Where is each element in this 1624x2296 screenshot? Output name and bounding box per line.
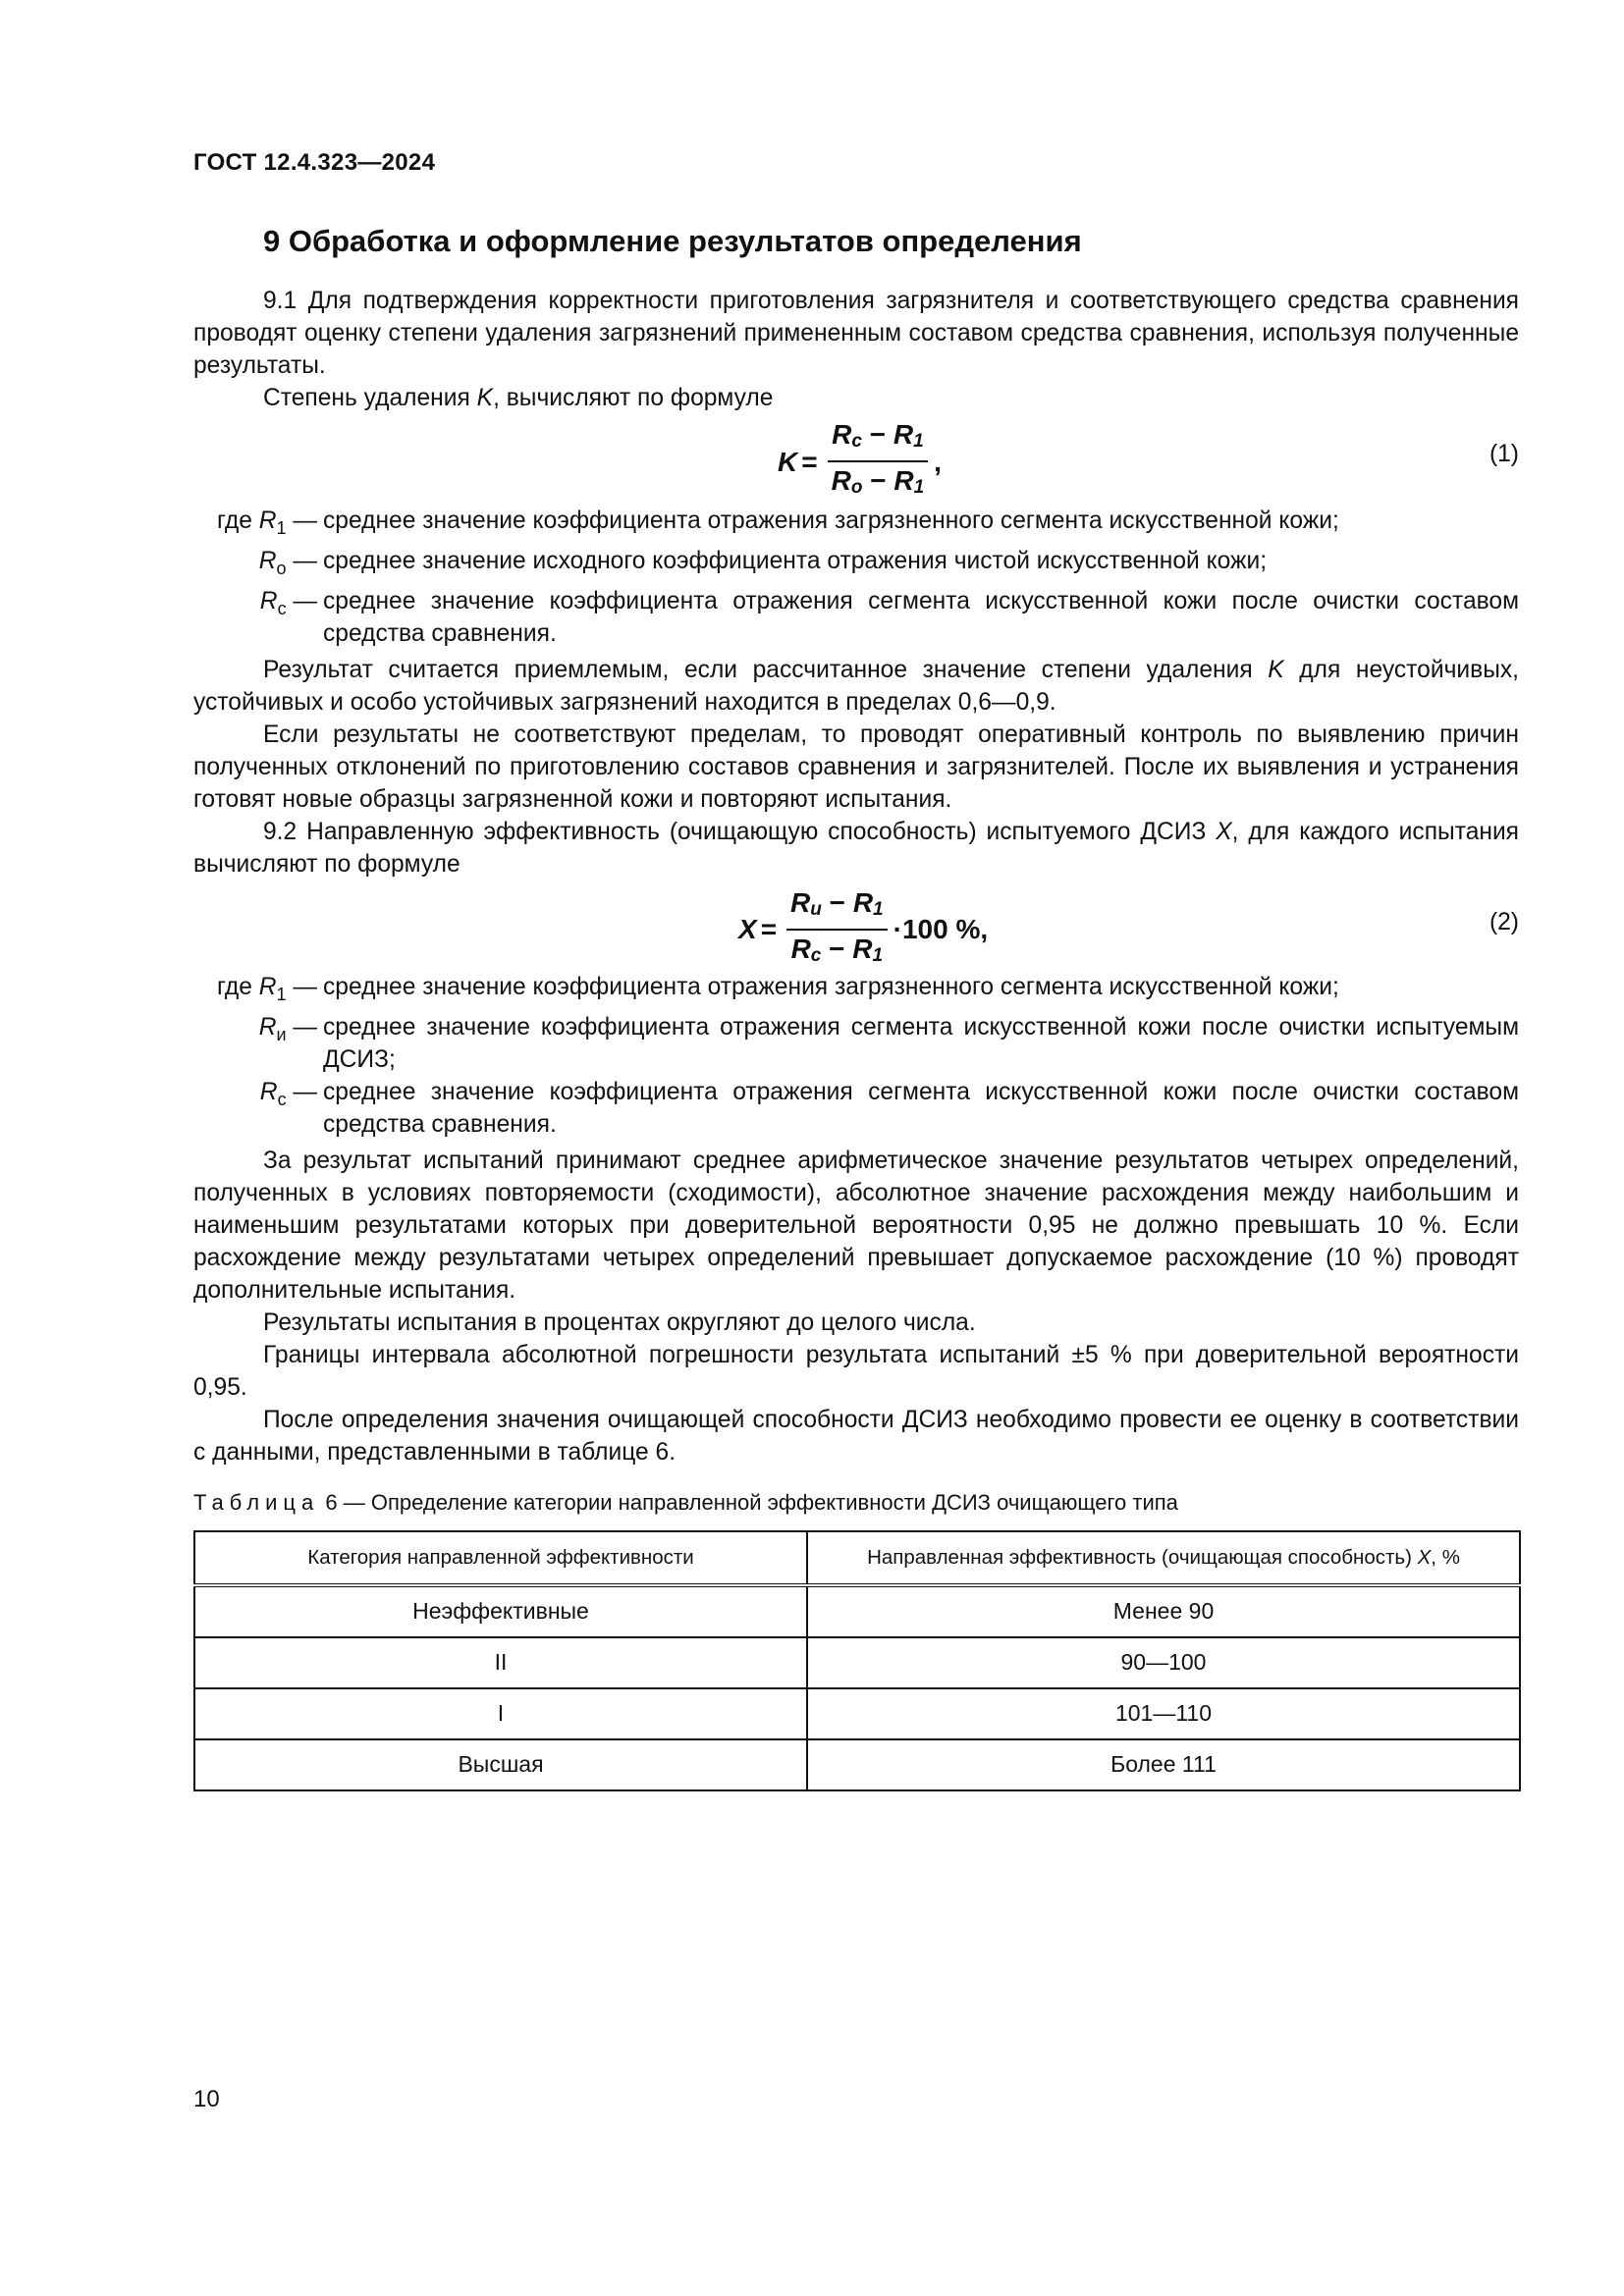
document-header: ГОСТ 12.4.323—2024 bbox=[193, 149, 436, 176]
table-row bbox=[194, 1688, 1520, 1739]
document-body bbox=[193, 285, 1519, 1791]
where-item bbox=[193, 1076, 1519, 1141]
table-header-row bbox=[194, 1531, 1520, 1585]
page-number: 10 bbox=[193, 2086, 220, 2112]
where-list-2 bbox=[193, 971, 1519, 1141]
where-item bbox=[193, 545, 1519, 585]
formula-1 bbox=[193, 418, 1519, 497]
where-text: среднее значение коэффициента отражения сегмента искусственной кожи после очистки составом средства сравнения. bbox=[323, 587, 1519, 647]
cell-value: Менее 90 bbox=[807, 1585, 1520, 1637]
formula-k bbox=[778, 418, 942, 505]
where-symbol: $R_и$ — bbox=[258, 1013, 317, 1044]
fraction bbox=[786, 886, 888, 973]
equals-sign: = bbox=[760, 914, 778, 945]
cell-category: Неэффективные bbox=[194, 1585, 807, 1637]
formula-lhs: X bbox=[738, 914, 757, 945]
formula-x bbox=[738, 886, 988, 973]
text-fragment: , вычисляют по формуле bbox=[493, 385, 774, 411]
denominator: $R_с - R_1$ bbox=[790, 933, 884, 966]
cell-value: 90—100 bbox=[807, 1637, 1520, 1688]
where-item bbox=[193, 505, 1519, 545]
numerator: $R_и - R_1$ bbox=[786, 886, 888, 931]
variable-x: X bbox=[1216, 818, 1232, 845]
text-fragment: , для каждого испытания вычисляют по формуле bbox=[193, 818, 1520, 878]
table-row bbox=[194, 1739, 1520, 1790]
formula-tail: , bbox=[934, 446, 942, 477]
paragraph-result: За результат испытаний принимают среднее арифметическое значение результатов четырех определений, полученных в условиях повторяемости (сходимости), абсолютное значение расхождения между наибольшим и наименьшим результатами которых при доверительной вероятности 0,95 не должно превышать 10 %. Если расхождение между результатами четырех определений превышает допускаемое расхождение (10 %) проводят дополнительные испытания. bbox=[193, 1147, 1519, 1304]
cell-value: Более 111 bbox=[807, 1739, 1520, 1790]
cell-category: Высшая bbox=[194, 1739, 807, 1790]
text-fragment: Результат считается приемлемым, если рассчитанное значение степени удаления bbox=[263, 656, 1269, 683]
denominator: $R_о - R_1$ bbox=[831, 465, 925, 498]
cell-value: 101—110 bbox=[807, 1688, 1520, 1739]
variable-k: K bbox=[1268, 656, 1284, 683]
paragraph-table-reference: После определения значения очищающей способности ДСИЗ необходимо провести ее оценку в соответствии с данными, представленными в таблице 6. bbox=[193, 1406, 1519, 1466]
where-item bbox=[193, 971, 1519, 1011]
where-text: среднее значение коэффициента отражения загрязненного сегмента искусственной кожи; bbox=[323, 507, 1339, 534]
header-category: Категория направленной эффективности bbox=[194, 1531, 807, 1585]
cell-category: II bbox=[194, 1637, 807, 1688]
text-fragment: для неустойчивых, устойчивых и особо устойчивых загрязнений находится в пределах 0,6—0,9. bbox=[193, 656, 1519, 716]
equation-number-1: (1) bbox=[1489, 441, 1519, 467]
table-caption bbox=[193, 1486, 1519, 1519]
paragraph-acceptance bbox=[193, 654, 1519, 719]
formula-2 bbox=[193, 886, 1519, 966]
category-table bbox=[193, 1530, 1521, 1791]
text-fragment: Степень удаления bbox=[263, 385, 477, 411]
paragraph-rounding: Результаты испытания в процентах округляют до целого числа. bbox=[263, 1308, 976, 1336]
text-fragment: 9.2 Направленную эффективность (очищающую способность) испытуемого ДСИЗ bbox=[263, 818, 1217, 845]
cell-category: I bbox=[194, 1688, 807, 1739]
where-symbol: $R_с$ — bbox=[259, 587, 317, 618]
where-symbol: где $R_1$ — bbox=[217, 973, 317, 1004]
equation-number-2: (2) bbox=[1489, 908, 1519, 935]
where-symbol: где $R_1$ — bbox=[217, 507, 317, 538]
formula-tail: ·100 %, bbox=[893, 914, 989, 945]
where-symbol: $R_с$ — bbox=[259, 1078, 317, 1109]
where-list-1 bbox=[193, 505, 1519, 650]
where-text: среднее значение коэффициента отражения загрязненного сегмента искусственной кожи; bbox=[323, 973, 1339, 1000]
paragraph-error-bounds: Границы интервала абсолютной погрешности результата испытаний ±5 % при доверительной вероятности 0,95. bbox=[193, 1341, 1519, 1401]
where-text: среднее значение исходного коэффициента отражения чистой искусственной кожи; bbox=[323, 547, 1268, 574]
equals-sign: = bbox=[801, 446, 818, 477]
table-row bbox=[194, 1585, 1520, 1637]
formula-lhs: K bbox=[778, 446, 798, 477]
paragraph-k-intro bbox=[193, 382, 1519, 414]
paragraph-9-1: 9.1 Для подтверждения корректности приготовления загрязнителя и соответствующего средства сравнения проводят оценку степени удаления загрязнений примененным составом средства сравнения, используя полученные результаты. bbox=[193, 288, 1519, 379]
fraction bbox=[828, 418, 929, 505]
caption-label: Таблица bbox=[193, 1489, 320, 1515]
numerator: $R_с - R_1$ bbox=[828, 418, 928, 462]
where-symbol: $R_о$ — bbox=[258, 547, 317, 578]
where-item bbox=[193, 1011, 1519, 1076]
header-efficiency: Направленная эффективность (очищающая способность) X, % bbox=[807, 1531, 1520, 1585]
where-text: среднее значение коэффициента отражения сегмента искусственной кожи после очистки испытуемым ДСИЗ; bbox=[323, 1013, 1519, 1073]
paragraph-9-2 bbox=[193, 816, 1519, 881]
paragraph-deviation: Если результаты не соответствуют пределам, то проводят оперативный контроль по выявлению причин полученных отклонений по приготовлению составов сравнения и загрязнителей. После их выявления и устранения готовят новые образцы загрязненной кожи и повторяют испытания. bbox=[193, 721, 1519, 813]
where-text: среднее значение коэффициента отражения сегмента искусственной кожи после очистки составом средства сравнения. bbox=[323, 1078, 1519, 1138]
where-item bbox=[193, 585, 1519, 650]
caption-text: 6 — Определение категории направленной эффективности ДСИЗ очищающего типа bbox=[319, 1489, 1178, 1515]
table-row bbox=[194, 1637, 1520, 1688]
section-title: 9 Обработка и оформление результатов определения bbox=[263, 224, 1082, 258]
variable-k: K bbox=[476, 385, 494, 411]
